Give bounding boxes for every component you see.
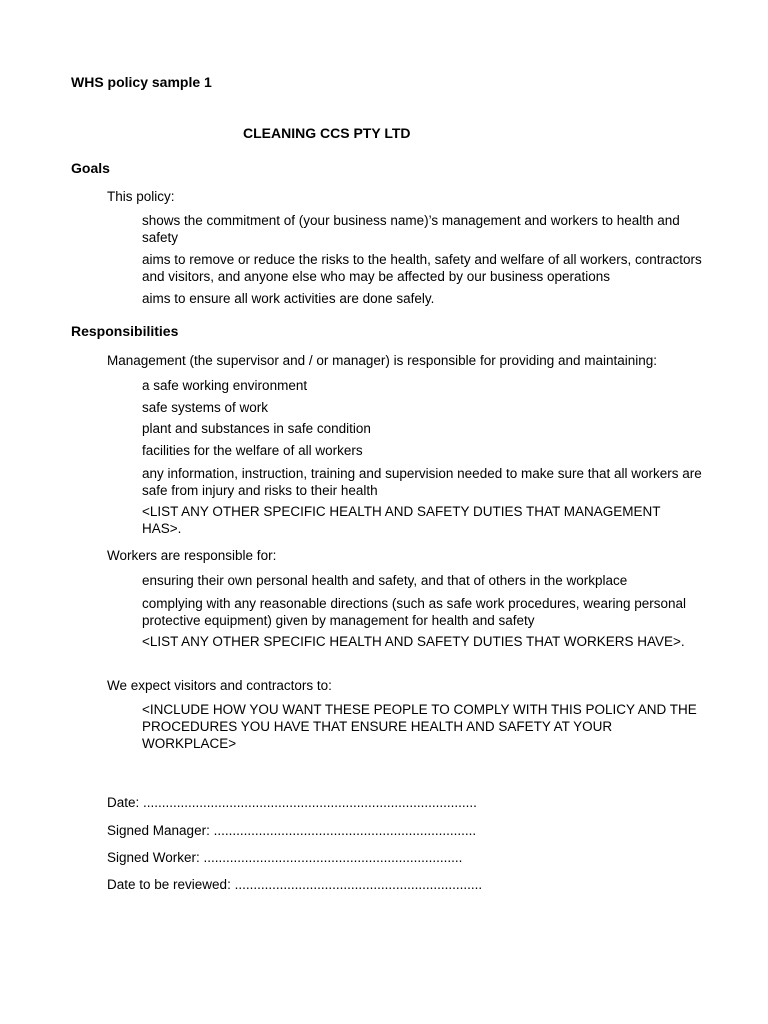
goals-item: aims to remove or reduce the risks to the health, safety and welfare of all workers, contractors and visitors, and anyone else who may be affected by our business operations [142, 252, 702, 284]
date-line: Date: ......................................................................................... [107, 795, 477, 810]
workers-item: <LIST ANY OTHER SPECIFIC HEALTH AND SAFETY DUTIES THAT WORKERS HAVE>. [142, 634, 685, 649]
management-item: a safe working environment [142, 378, 308, 393]
goals-item: shows the commitment of (your business name)’s management and workers to health and safety [142, 213, 680, 245]
management-intro: Management (the supervisor and / or manager) is responsible for providing and maintaining: [107, 353, 658, 368]
management-item: any information, instruction, training and supervision needed to make sure that all workers are safe from injury and risks to their health [142, 466, 702, 498]
date-reviewed-line: Date to be reviewed: .................................................................. [107, 877, 483, 892]
document-title: WHS policy sample 1 [71, 74, 212, 90]
management-item: facilities for the welfare of all workers [142, 443, 363, 458]
workers-item: ensuring their own personal health and safety, and that of others in the workplace [142, 573, 628, 588]
responsibilities-heading: Responsibilities [71, 323, 179, 339]
workers-item: complying with any reasonable directions (such as safe work procedures, wearing personal protective equipment) given by management for health and safety [142, 596, 687, 628]
goals-intro: This policy: [107, 189, 175, 204]
goals-item: aims to ensure all work activities are done safely. [142, 291, 435, 306]
visitors-intro: We expect visitors and contractors to: [107, 678, 332, 693]
company-name: CLEANING CCS PTY LTD [243, 125, 411, 141]
goals-heading: Goals [71, 160, 110, 176]
signed-manager-line: Signed Manager: ...................................................................... [107, 823, 477, 838]
management-item: plant and substances in safe condition [142, 421, 371, 436]
management-item: safe systems of work [142, 400, 269, 415]
management-item: <LIST ANY OTHER SPECIFIC HEALTH AND SAFETY DUTIES THAT MANAGEMENT HAS>. [142, 504, 661, 536]
signed-worker-line: Signed Worker: ..................................................................... [107, 850, 463, 865]
visitors-item: <INCLUDE HOW YOU WANT THESE PEOPLE TO COMPLY WITH THIS POLICY AND THE PROCEDURES YOU HAVE THAT ENSURE HEALTH AND SAFETY AT YOUR WORKPLACE> [142, 702, 697, 751]
workers-intro: Workers are responsible for: [107, 548, 277, 563]
